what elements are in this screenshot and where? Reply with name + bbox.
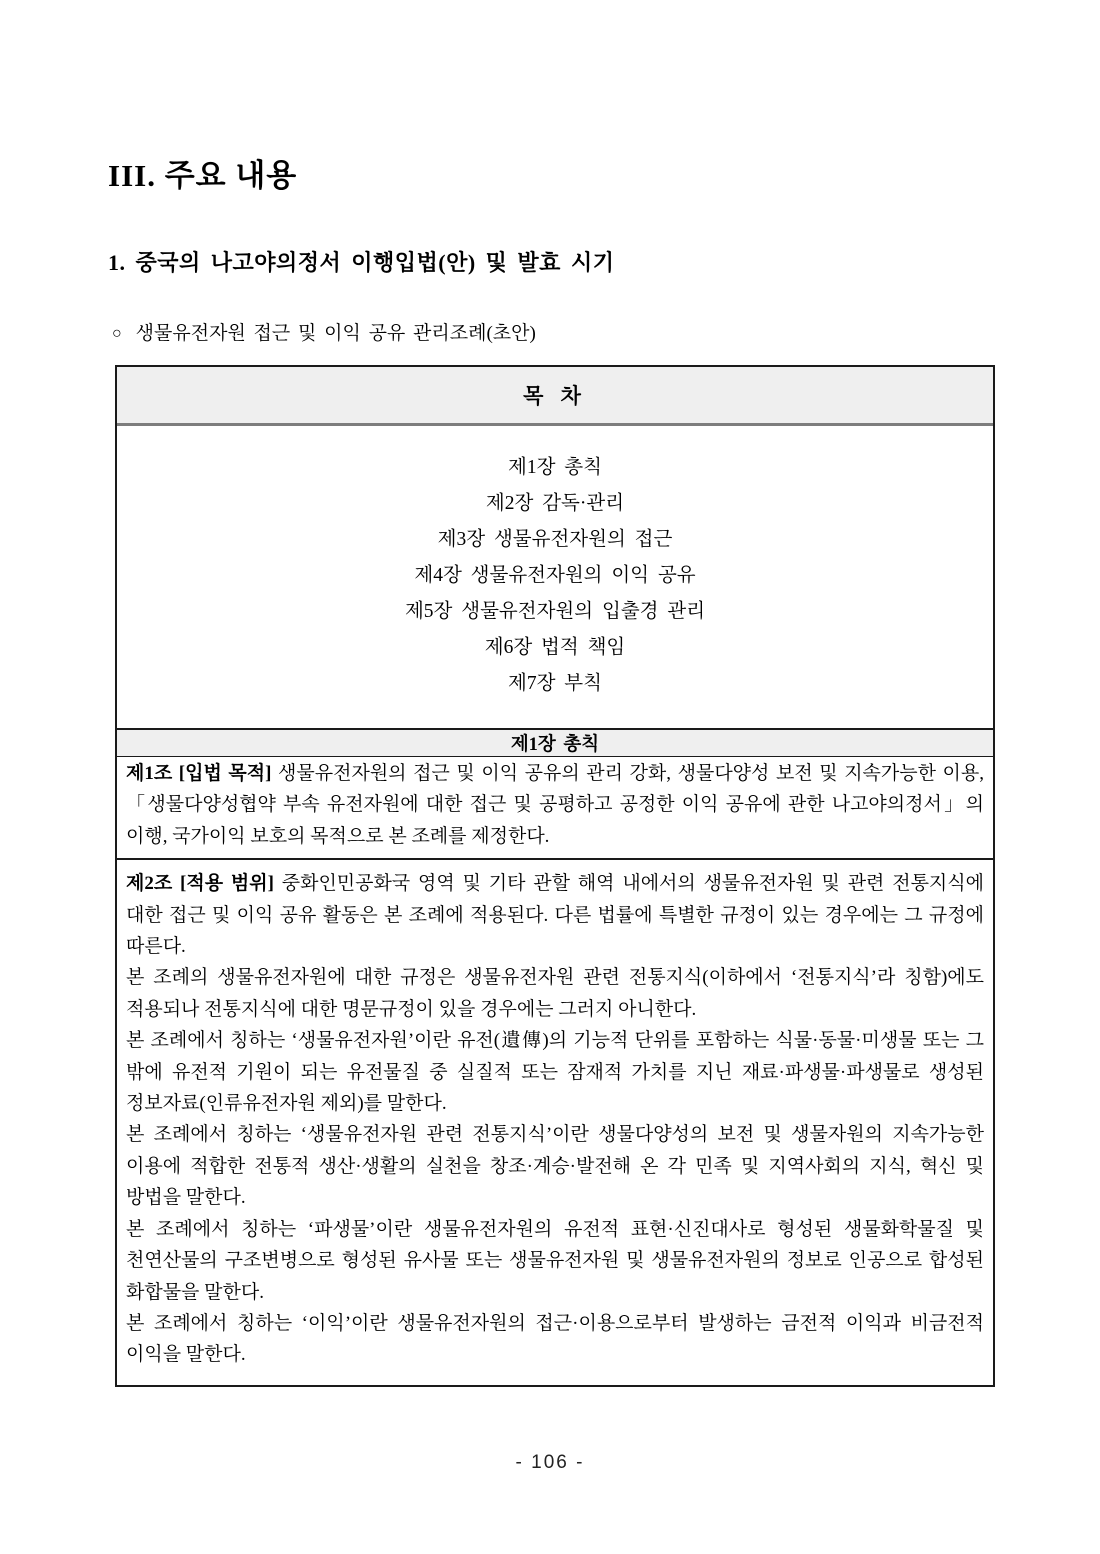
article-2-extra-paragraphs	[126, 962, 984, 1370]
article-2	[117, 860, 993, 1385]
toc-item: 제6장 법적 책임	[484, 637, 626, 658]
article-2-paragraph	[126, 868, 984, 962]
article-1-paragraph	[126, 758, 984, 852]
bullet-line	[112, 318, 536, 345]
article-2-sub-paragraph: 본 조례의 생물유전자원에 대한 규정은 생물유전자원 관련 전통지식(이하에서 ‘전통지식’라 칭함)에도 적용되나 전통지식에 대한 명문규정이 있을 경우에는 그러지 아니한다.	[126, 967, 984, 1020]
article-2-sub-paragraph: 본 조례에서 칭하는 ‘생물유전자원’이란 유전(遺傳)의 기능적 단위를 포함하는 식물·동물·미생물 또는 그 밖에 유전적 기원이 되는 유전물질 중 실질적 또는 잠재적 가치를 지닌 재료·파생물·파생물로 생성된 정보자료(인류유전자원 제외)를 말한다.	[126, 1030, 984, 1115]
article-1	[117, 757, 993, 860]
chapter-header: 제1장 총칙	[117, 728, 993, 757]
page-title: III. 주요 내용	[108, 158, 298, 193]
article-1-body: 생물유전자원의 접근 및 이익 공유의 관리 강화, 생물다양성 보전 및 지속가능한 이용, 「생물다양성협약 부속 유전자원에 대한 접근 및 공평하고 공정한 이익 공유에 관한 나고야의정서」의 이행, 국가이익 보호의 목적으로 본 조례를 제정한다.	[126, 763, 985, 847]
article-2-sub-paragraph: 본 조례에서 칭하는 ‘파생물’이란 생물유전자원의 유전적 표현·신진대사로 형성된 생물화학물질 및 천연산물의 구조변병으로 형성된 유사물 또는 생물유전자원 및 생물유전자원의 정보로 인공으로 합성된 화합물을 말한다.	[126, 1218, 984, 1303]
toc-header: 목 차	[117, 367, 993, 426]
section-heading: 1. 중국의 나고야의정서 이행입법(안) 및 발효 시기	[108, 250, 615, 275]
circle-bullet-icon: ○	[112, 325, 122, 342]
toc-item: 제1장 총칙	[508, 457, 602, 478]
toc-item: 제4장 생물유전자원의 이익 공유	[414, 565, 696, 586]
article-1-lead: 제1조 [입법 목적]	[126, 763, 272, 784]
toc-list	[117, 426, 993, 728]
article-2-sub-paragraph: 본 조례에서 칭하는 ‘이익’이란 생물유전자원의 접근·이용으로부터 발생하는 금전적 이익과 비금전적 이익을 말한다.	[126, 1312, 984, 1366]
toc-item: 제2장 감독·관리	[485, 493, 625, 514]
toc-item: 제3장 생물유전자원의 접근	[437, 529, 673, 550]
law-table	[115, 365, 995, 1387]
bullet-text: 생물유전자원 접근 및 이익 공유 관리조례(초안)	[135, 323, 536, 344]
article-2-body: 중화인민공화국 영역 및 기타 관할 해역 내에서의 생물유전자원 및 관련 전통지식에 대한 접근 및 이익 공유 활동은 본 조례에 적용된다. 다른 법률에 특별한 규정이 있는 경우에는 그 규정에 따른다.	[126, 873, 984, 958]
toc-item: 제5장 생물유전자원의 입출경 관리	[404, 601, 706, 622]
page-number: - 106 -	[515, 1452, 585, 1473]
article-2-sub-paragraph: 본 조례에서 칭하는 ‘생물유전자원 관련 전통지식’이란 생물다양성의 보전 및 생물자원의 지속가능한 이용에 적합한 전통적 생산·생활의 실천을 창조·계승·발전해 온 각 민족 및 지역사회의 지식, 혁신 및 방법을 말한다.	[126, 1124, 984, 1209]
article-2-lead: 제2조 [적용 범위]	[126, 873, 274, 895]
toc-item: 제7장 부칙	[508, 673, 602, 694]
